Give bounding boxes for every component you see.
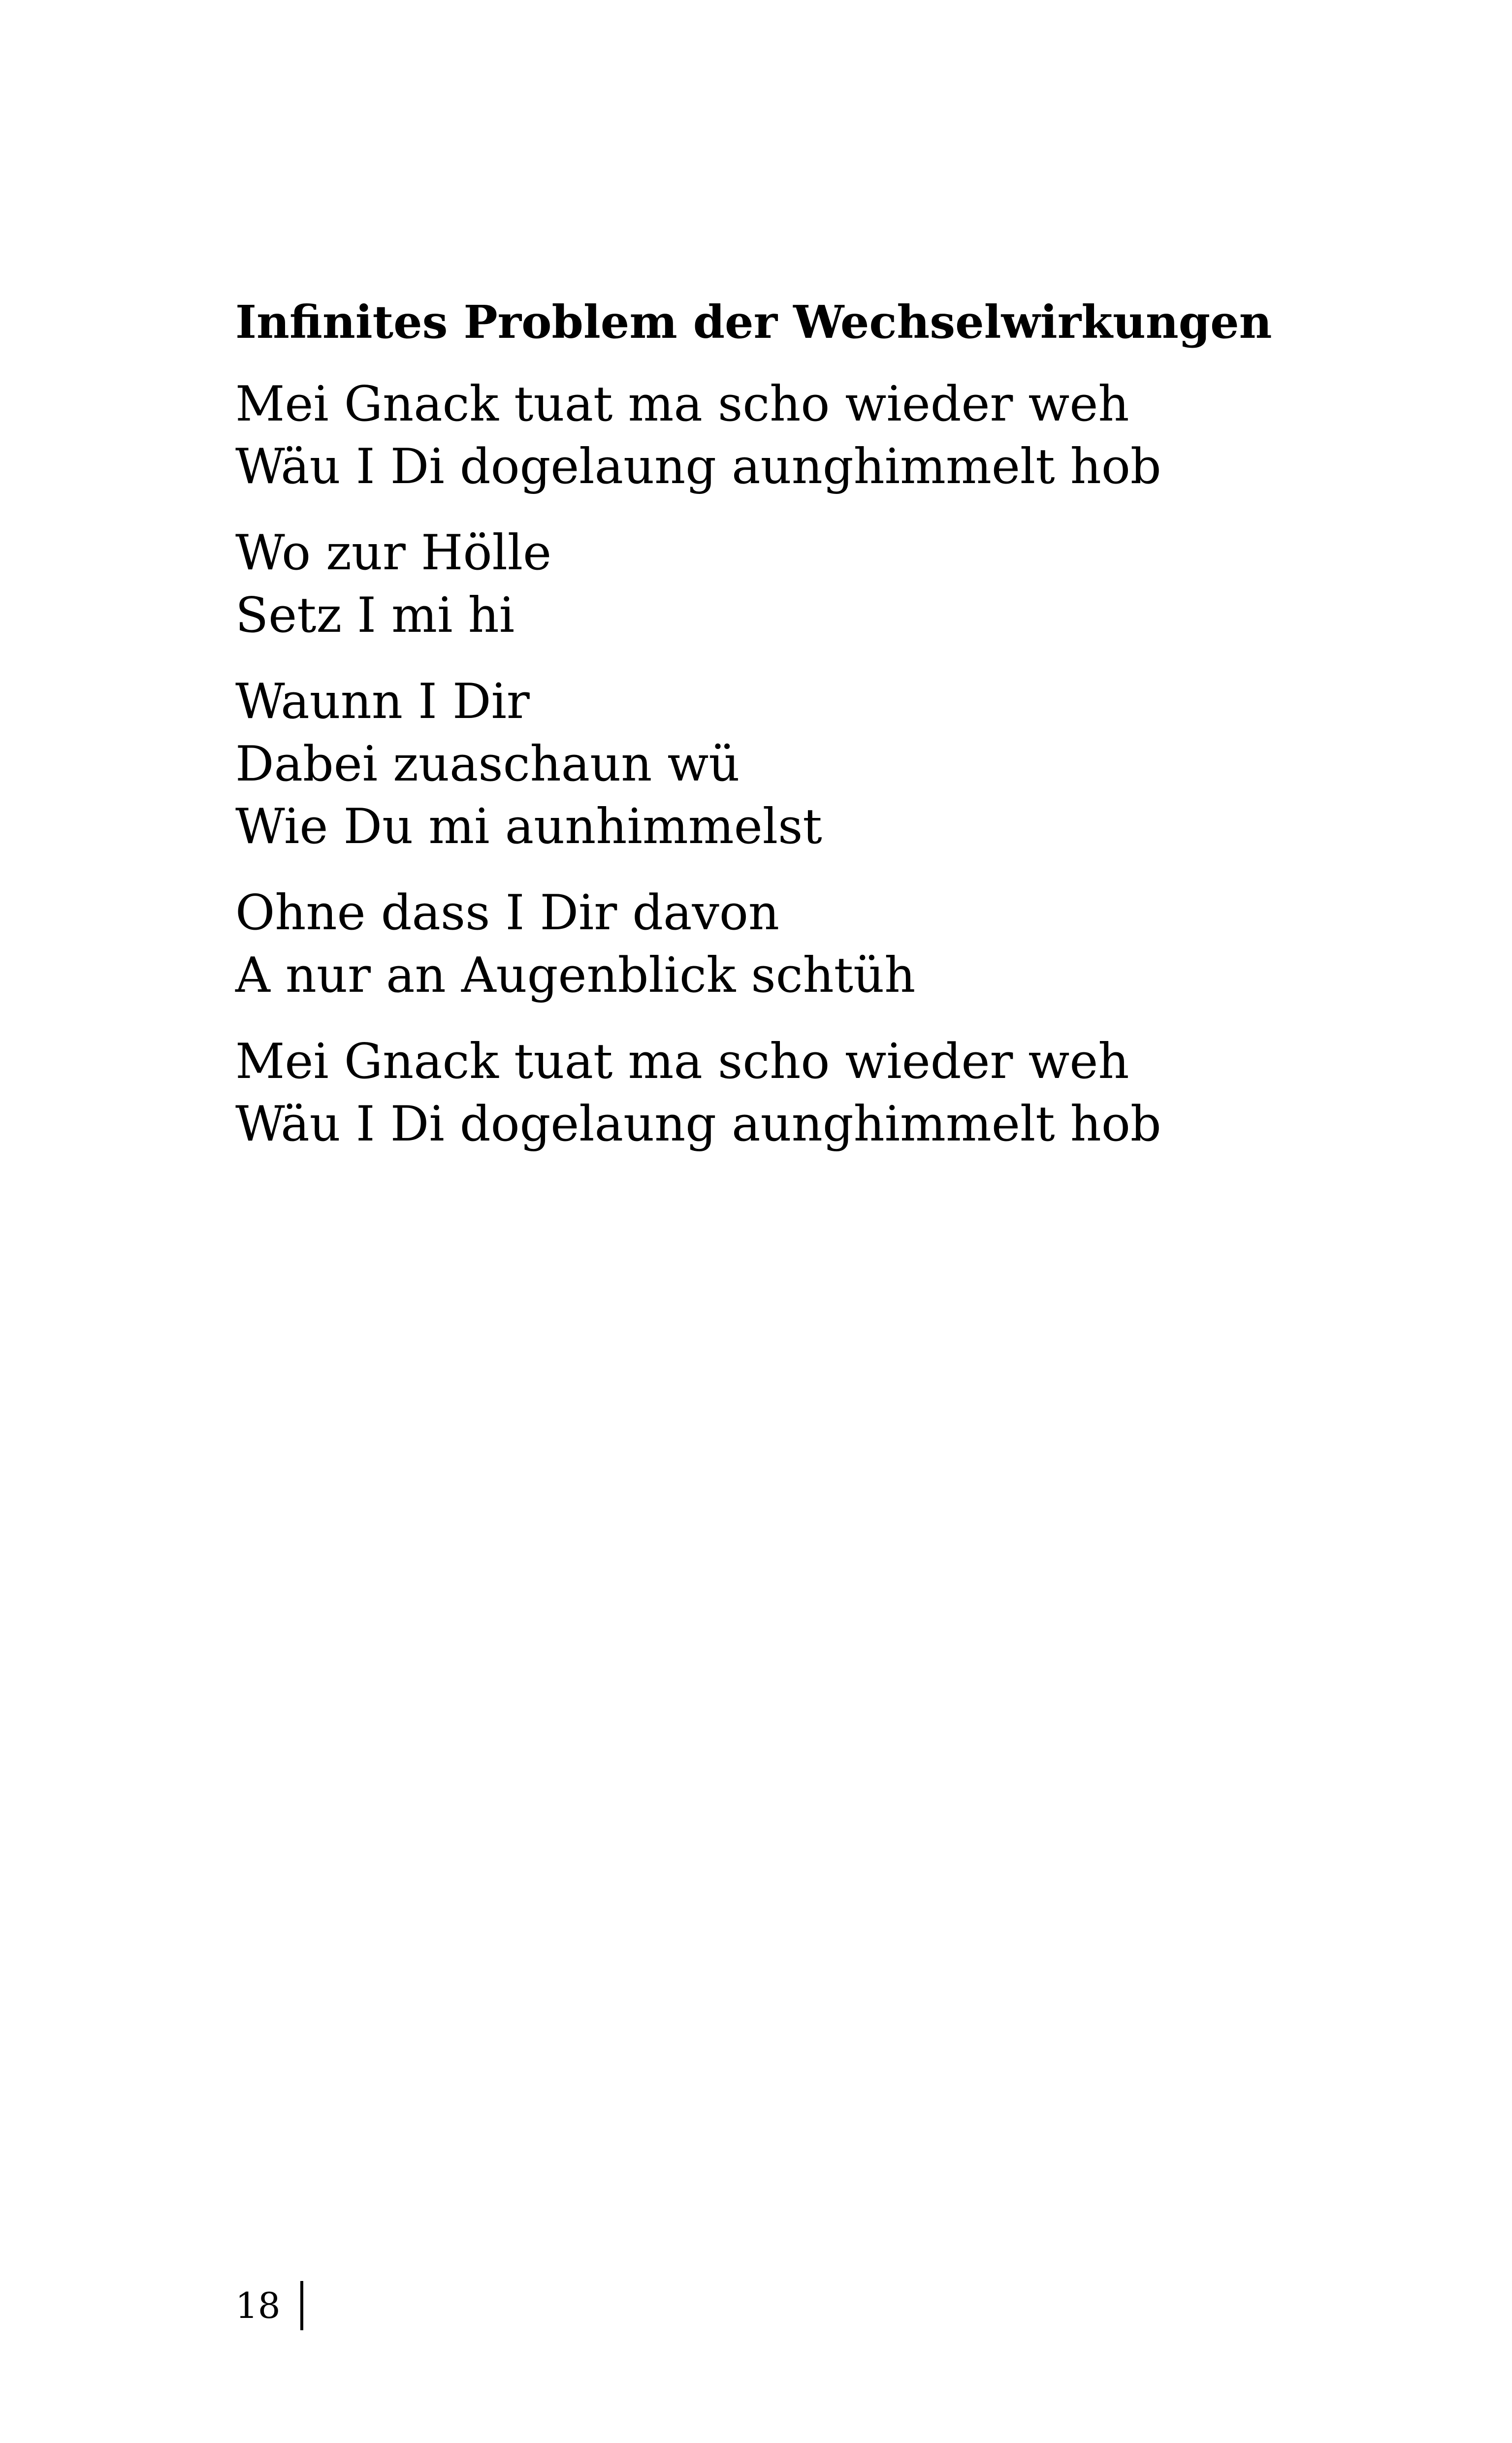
poem — [235, 291, 1319, 1179]
stanza-3 — [235, 671, 1319, 858]
stanza-4 — [235, 882, 1319, 1007]
verse-line: Wäu I Di dogelaung aunghimmelt hob — [235, 1096, 1161, 1152]
page-footer — [235, 2281, 303, 2330]
verse-line: Mei Gnack tuat ma scho wieder weh — [235, 1034, 1129, 1090]
page-number: 18 — [235, 2285, 281, 2326]
verse-line: Ohne dass I Dir davon — [235, 885, 780, 941]
stanza-1 — [235, 373, 1319, 498]
verse-line: Wo zur Hölle — [235, 525, 552, 581]
verse-line: Wäu I Di dogelaung aunghimmelt hob — [235, 439, 1161, 495]
verse-line: A nur an Augenblick schtüh — [235, 947, 916, 1004]
page-number-rule — [300, 2281, 303, 2330]
verse-line: Waunn I Dir — [235, 674, 530, 730]
verse-line: Dabei zuaschaun wü — [235, 736, 740, 792]
poem-title: Infinites Problem der Wechselwirkungen — [235, 295, 1272, 349]
verse-line: Mei Gnack tuat ma scho wieder weh — [235, 376, 1129, 432]
stanza-2 — [235, 522, 1319, 647]
stanza-5 — [235, 1031, 1319, 1156]
verse-line: Wie Du mi aunhimmelst — [235, 799, 822, 855]
verse-line: Setz I mi hi — [235, 587, 515, 644]
